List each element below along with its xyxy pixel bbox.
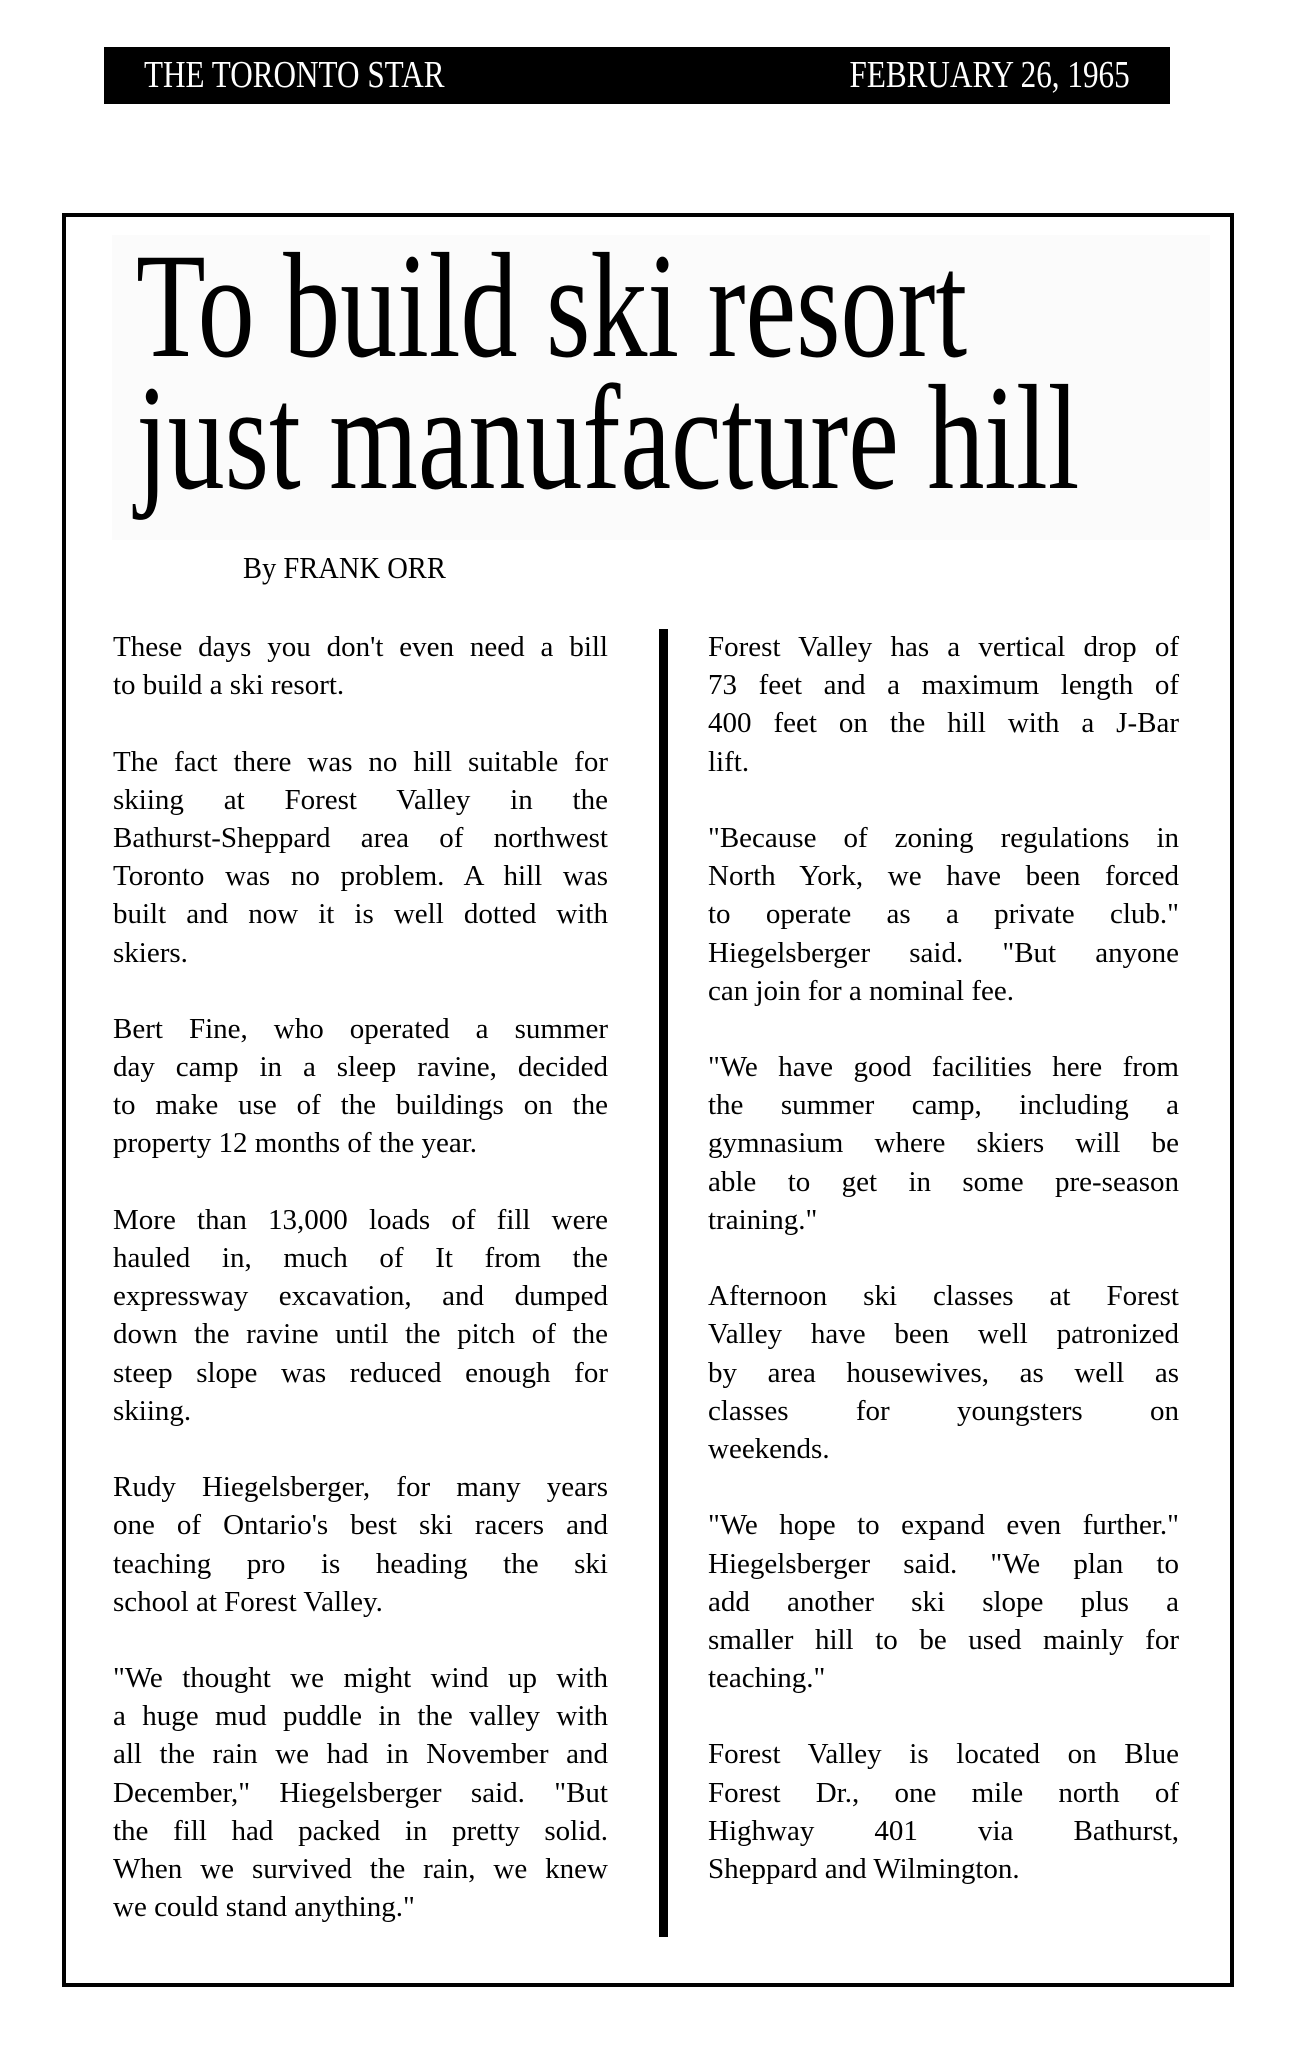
text-line: 73 feet and a maximum length of	[708, 669, 1179, 702]
text-line: all the rain we had in November and	[113, 1738, 608, 1771]
text-line: More than 13,000 loads of fill were	[113, 1203, 608, 1236]
text-line: Hiegelsberger said. "We plan to	[708, 1547, 1179, 1580]
text-line: Valley have been well patronized	[708, 1318, 1179, 1351]
text-line: property 12 months of the year.	[113, 1127, 478, 1160]
publication-date: FEBRUARY 26, 1965	[849, 54, 1130, 96]
text-line: steep slope was reduced enough for	[113, 1356, 608, 1389]
text-line: Toronto was no problem. A hill was	[113, 860, 608, 893]
text-line: "We hope to expand even further."	[708, 1509, 1179, 1542]
text-line: gymnasium where skiers will be	[708, 1127, 1179, 1160]
text-line: Forest Valley is located on Blue	[708, 1738, 1179, 1771]
paragraph	[113, 1468, 608, 1621]
paragraph	[113, 1201, 608, 1430]
text-line: to make use of the buildings on the	[113, 1089, 608, 1122]
paragraph	[708, 1277, 1179, 1468]
article-column-2	[708, 628, 1179, 1926]
article-column-1	[113, 628, 608, 1965]
text-line: one of Ontario's best ski racers and	[113, 1509, 608, 1542]
paragraph	[708, 1506, 1179, 1697]
text-line: the fill had packed in pretty solid.	[113, 1814, 608, 1847]
text-line: Bert Fine, who operated a summer	[113, 1012, 608, 1045]
text-line: "Because of zoning regulations in	[708, 821, 1179, 854]
text-line: classes for youngsters on	[708, 1394, 1179, 1427]
text-line: Bathurst-Sheppard area of northwest	[113, 821, 608, 854]
text-line: When we survived the rain, we knew	[113, 1853, 608, 1885]
text-line: able to get in some pre-season	[708, 1165, 1179, 1198]
text-line: skiing.	[113, 1394, 192, 1427]
text-line: skiers.	[113, 936, 188, 969]
headline-line-1: To build ski resort	[136, 223, 968, 389]
text-line: to operate as a private club."	[708, 898, 1179, 931]
paragraph	[113, 1659, 608, 1926]
text-line: These days you don't even need a bill	[113, 631, 608, 663]
text-line: teaching pro is heading the ski	[113, 1547, 608, 1580]
paragraph	[708, 628, 1179, 781]
publication-name: THE TORONTO STAR	[144, 54, 445, 96]
text-line: "We have good facilities here from	[708, 1051, 1179, 1084]
text-line: Forest Valley has a vertical drop of	[708, 631, 1179, 663]
text-line: we could stand anything."	[113, 1891, 415, 1924]
text-line: expressway excavation, and dumped	[113, 1280, 608, 1313]
masthead-bar	[104, 47, 1170, 104]
paragraph	[708, 1735, 1179, 1888]
text-line: training."	[708, 1203, 818, 1236]
text-line: December," Hiegelsberger said. "But	[113, 1776, 608, 1809]
text-line: North York, we have been forced	[708, 860, 1179, 893]
text-line: Rudy Hiegelsberger, for many years	[113, 1471, 608, 1504]
text-line: a huge mud puddle in the valley with	[113, 1700, 608, 1733]
text-line: Afternoon ski classes at Forest	[708, 1280, 1179, 1313]
column-divider	[659, 629, 668, 1937]
paragraph	[708, 819, 1179, 1010]
text-line: hauled in, much of It from the	[113, 1242, 608, 1274]
text-line: school at Forest Valley.	[113, 1585, 383, 1618]
paragraph	[113, 743, 608, 972]
text-line: weekends.	[708, 1432, 830, 1465]
headline-line-2: just manufacture hill	[136, 355, 1080, 521]
text-line: The fact there was no hill suitable for	[113, 745, 608, 778]
paragraph	[113, 628, 608, 704]
byline: By FRANK ORR	[243, 550, 446, 585]
paragraph	[708, 1048, 1179, 1239]
text-line: lift.	[708, 745, 750, 778]
text-line: down the ravine until the pitch of the	[113, 1318, 608, 1351]
text-line: Sheppard and Wilmington.	[708, 1853, 1020, 1885]
text-line: can join for a nominal fee.	[708, 974, 1014, 1007]
text-line: 400 feet on the hill with a J-Bar	[708, 707, 1179, 740]
headline	[136, 223, 1299, 521]
text-line: Highway 401 via Bathurst,	[708, 1814, 1179, 1847]
text-line: to build a ski resort.	[113, 669, 345, 702]
text-line: the summer camp, including a	[708, 1089, 1179, 1122]
text-line: Forest Dr., one mile north of	[708, 1776, 1179, 1809]
text-line: skiing at Forest Valley in the	[113, 783, 608, 816]
paragraph	[113, 1010, 608, 1163]
text-line: by area housewives, as well as	[708, 1356, 1179, 1389]
text-line: "We thought we might wind up with	[113, 1662, 608, 1695]
text-line: add another ski slope plus a	[708, 1585, 1179, 1618]
text-line: day camp in a sleep ravine, decided	[113, 1051, 608, 1084]
text-line: built and now it is well dotted with	[113, 898, 608, 931]
text-line: Hiegelsberger said. "But anyone	[708, 936, 1179, 969]
text-line: smaller hill to be used mainly for	[708, 1623, 1179, 1656]
text-line: teaching."	[708, 1662, 826, 1695]
